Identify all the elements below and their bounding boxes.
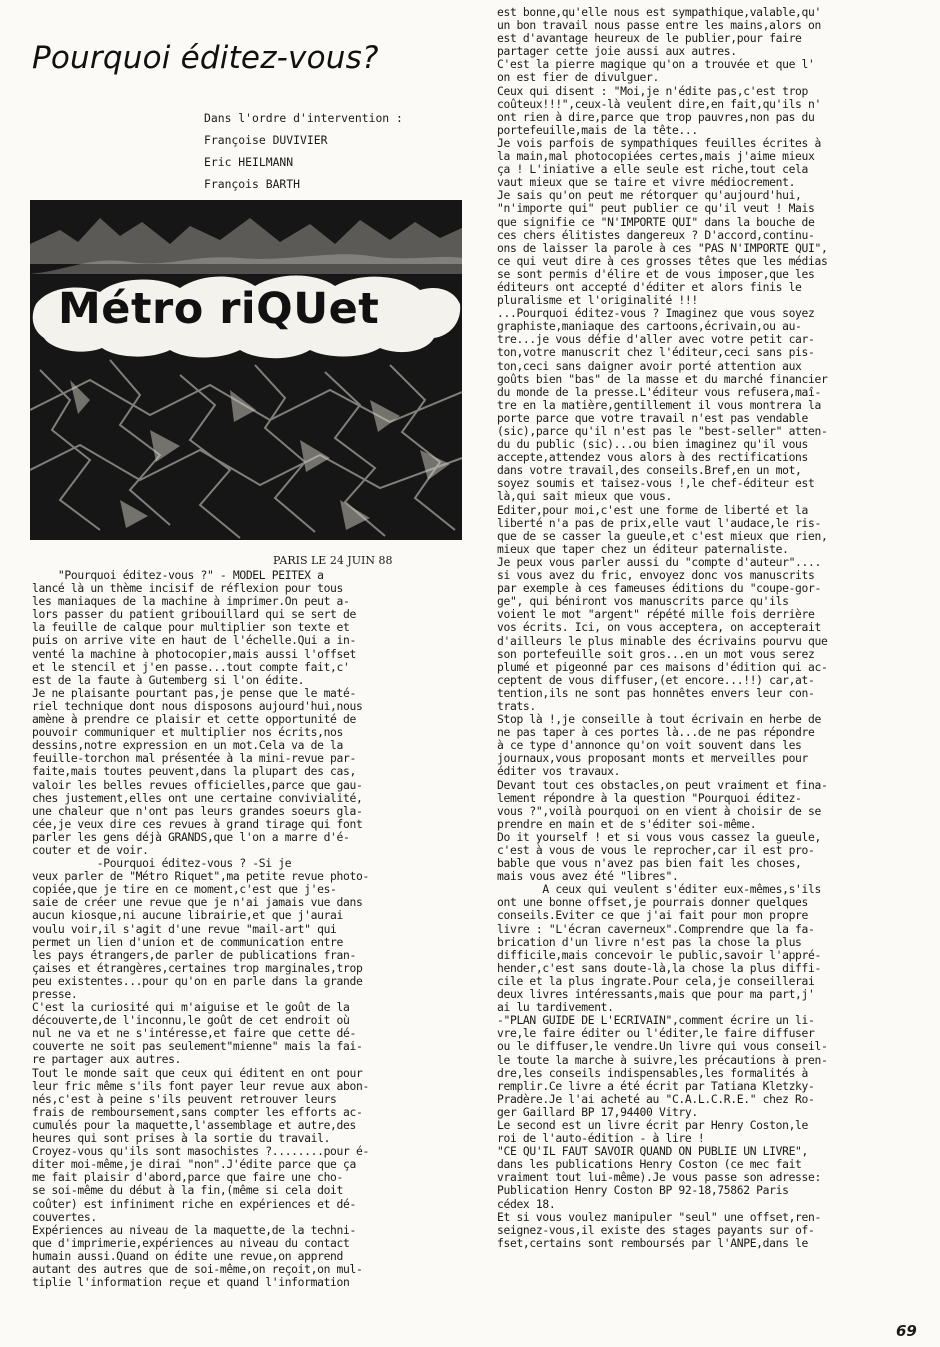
text-line: d'ailleurs le plus minable des écrivains pourvu que xyxy=(497,633,828,648)
text-line: ton,ceci sans daigner avoir porté attention aux xyxy=(497,358,802,373)
text-line: peu existentes...pour qu'on en parle dans la grande xyxy=(32,973,363,988)
text-line: ceptent de vous diffuser,(et encore...!!) car,at- xyxy=(497,672,815,687)
text-line: ches justement,elles ont une certaine convivialité, xyxy=(32,790,363,805)
text-line: hender,c'est sans doute-là,la chose la plus diffi- xyxy=(497,960,821,975)
text-line: dre,les conseils indispensables,les formalités à xyxy=(497,1065,809,1080)
text-line: ons de laisser la parole à ces "PAS N'IMPORTE QUI", xyxy=(497,240,828,255)
text-line: ont rien à dire,parce que trop pauvres,non pas du xyxy=(497,109,815,124)
text-line: prendre en main et de s'éditer soi-même. xyxy=(497,816,757,831)
text-line: conseils.Eviter ce que j'ai fait pour mon propre xyxy=(497,908,809,923)
text-line: -"PLAN GUIDE DE L'ECRIVAIN",comment écrire un li- xyxy=(497,1013,815,1028)
text-line: ge", qui béniront vos manuscrits parce qu'ils xyxy=(497,594,789,609)
text-line: que signifie ce "N'IMPORTE QUI" dans la bouche de xyxy=(497,214,815,229)
text-line: ai lu tardivement. xyxy=(497,1000,614,1015)
text-line: C'est la curiosité qui m'aiguise et le goût de la xyxy=(32,1000,350,1015)
text-line: portefeuille,mais de la tête... xyxy=(497,122,698,137)
text-line: on est fier de divulguer. xyxy=(497,70,659,85)
text-line: à ce type d'annonce qu'on voit souvent dans les xyxy=(497,738,802,753)
text-line: seignez-vous,il existe des stages payants sur of- xyxy=(497,1222,815,1237)
text-line: Je peux vous parler aussi du "compte d'auteur".... xyxy=(497,554,821,569)
text-line: tre en la matière,gentillement il vous montrera la xyxy=(497,397,821,412)
text-line: Je vois parfois de sympathiques feuilles écrites à xyxy=(497,135,821,150)
text-line: éditer vos travaux. xyxy=(497,764,621,779)
text-line: se sont permis d'élire et de vous imposer,que les xyxy=(497,266,815,281)
contributors-intro: Dans l'ordre d'intervention : xyxy=(204,111,403,125)
text-line: tiplie l'information reçue et quand l'information xyxy=(32,1275,350,1290)
text-line: "Pourquoi éditez-vous ?" - MODEL PEITEX a xyxy=(32,568,324,582)
text-line: ce qui veut dire à ces grosses têtes que les médias xyxy=(497,253,828,268)
text-line: le toute la marche à suivre,les précautions à pren- xyxy=(497,1052,828,1067)
text-line: veux parler de "Métro Riquet",ma petite revue photo- xyxy=(32,869,369,884)
text-line: (sic),parce qu'il n'est pas le "best-seller" atten- xyxy=(497,424,828,438)
text-line: partager cette joie aussi aux autres. xyxy=(497,44,737,59)
text-line: vraiment tout lui-même).Je vous passe son adresse: xyxy=(497,1170,821,1185)
text-line: presse. xyxy=(32,987,78,1001)
text-line: la feuille de calque pour multiplier son texte et xyxy=(32,620,350,635)
text-line: çaises et étrangères,certaines trop marginales,trop xyxy=(32,960,363,975)
text-line: vaut mieux que se taire et vivre médiocrement. xyxy=(497,175,796,190)
text-line: soyez soumis et taisez-vous !,le chef-éditeur est xyxy=(497,476,815,491)
text-line: ont une bonne offset,je pourrais donner quelques xyxy=(497,895,809,910)
text-line: accepte,attendez vous alors à des rectifications xyxy=(497,450,809,465)
text-line: "CE QU'IL FAUT SAVOIR QUAND ON PUBLIE UN LIVRE", xyxy=(497,1144,809,1159)
text-line: la main,mal photocopiées certes,mais j'aime mieux xyxy=(497,149,815,164)
text-line: si vous avez du fric, envoyez donc vos manuscrits xyxy=(497,568,815,583)
text-line: ne pas taper à ces portes là...de ne pas répondre xyxy=(497,725,815,740)
text-line: permet un lien d'union et de communication entre xyxy=(32,934,344,949)
text-line: voulu voir,il s'agit d'une revue "mail-art" qui xyxy=(32,921,337,936)
text-line: Le second est un livre écrit par Henry Coston,le xyxy=(497,1117,809,1132)
text-line: bable que vous n'avez pas bien fait les choses, xyxy=(497,856,802,871)
text-line: du du public (sic)...ou bien imaginez qu'il vous xyxy=(497,437,809,452)
text-line: copiée,que je tire en ce moment,c'est que j'es- xyxy=(32,882,337,897)
contributor-name: Françoise DUVIVIER xyxy=(204,133,328,147)
text-line: me fait plaisir d'abord,parce que faire une cho- xyxy=(32,1170,344,1185)
text-line: découverte,de l'inconnu,le goût de cet endroit où xyxy=(32,1013,350,1028)
text-line: du monde de la presse.L'éditeur vous refusera,maî- xyxy=(497,384,821,399)
text-line: Expériences au niveau de la maquette,de la techni- xyxy=(32,1222,356,1237)
text-line: les maniaques de la machine à imprimer.On peut a- xyxy=(32,594,350,609)
cover-logo: Métro riQUet xyxy=(58,284,380,334)
page-number: 69 xyxy=(896,1322,917,1340)
text-line: liberté n'a pas de prix,elle vaut l'audace,le ris- xyxy=(497,515,821,530)
text-line: les pays étrangers,de parler de publications fran- xyxy=(32,947,356,962)
text-line: tention,ils ne sont pas honnêtes envers leur con- xyxy=(497,685,815,700)
text-line: cée,je veux dire ces revues à grand tirage qui font xyxy=(32,816,363,831)
contributor-name: Eric HEILMANN xyxy=(204,155,294,169)
text-line: vre,le faire éditer ou l'éditer,le faire diffuser xyxy=(497,1026,815,1041)
text-line: diter moi-même,je dirai "non".J'édite parce que ça xyxy=(32,1157,356,1172)
cover-illustration xyxy=(30,200,462,540)
text-line: amène à prendre ce plaisir et cette opportunité de xyxy=(32,712,356,727)
text-line: fset,certains sont remboursés par l'ANPE,dans le xyxy=(497,1235,809,1250)
text-line: faite,mais toutes peuvent,dans la plupart des cas, xyxy=(32,764,356,779)
text-line: valoir les belles revues officielles,parce que gau- xyxy=(32,777,363,792)
text-line: A ceux qui veulent s'éditer eux-mêmes,s'ils xyxy=(497,882,821,897)
text-line: parler les gens déjà GRANDS,que l'on a marre d'é- xyxy=(32,829,350,844)
text-line: par exemple à ces fameuses éditions du "coupe-gor- xyxy=(497,581,821,596)
text-line: dans votre travail,des conseils.Bref,en un mot, xyxy=(497,463,802,478)
text-line: et le stencil et j'en passe...tout compte fait,c' xyxy=(32,659,350,674)
left-column xyxy=(32,569,472,1289)
text-line: Je ne plaisante pourtant pas,je pense que le maté- xyxy=(32,685,356,700)
text-line: est de la faute à Gutemberg si l'on édite. xyxy=(32,672,305,687)
text-line: humain aussi.Quand on édite une revue,on apprend xyxy=(32,1248,344,1263)
text-line: aucun kiosque,ni aucune librairie,et que j'aurai xyxy=(32,908,344,923)
text-line: riel technique dont nous disposons aujourd'hui,nous xyxy=(32,698,363,713)
text-line: Publication Henry Coston BP 92-18,75862 Paris xyxy=(497,1183,789,1198)
text-line: pouvoir communiquer et multiplier nos écrits,nos xyxy=(32,725,344,740)
text-line: couverte ne soit pas seulement"mienne" mais la fai- xyxy=(32,1039,363,1054)
text-line: couter et de voir. xyxy=(32,842,149,857)
text-line: nul ne va et ne s'intéresse,et faire que cette dé- xyxy=(32,1026,356,1041)
text-line: Editer,pour moi,c'est une forme de liberté et la xyxy=(497,502,809,517)
text-line: Stop là !,je conseille à tout écrivain en herbe de xyxy=(497,712,821,727)
text-line: plumé et pigeonné par ces maisons d'édition qui ac- xyxy=(497,659,828,674)
text-line: trats. xyxy=(497,698,536,713)
text-line: Je sais qu'on peut me rétorquer qu'aujourd'hui, xyxy=(497,188,802,203)
text-line: dessins,notre expression en un mot.Cela va de la xyxy=(32,738,344,753)
text-line: -Pourquoi éditez-vous ? -Si je xyxy=(32,856,292,871)
text-line: "n'importe qui" peut publier ce qu'il veut ! Mais xyxy=(497,201,815,216)
page-title: Pourquoi éditez-vous? xyxy=(32,40,379,76)
text-line: Et si vous voulez manipuler "seul" une offset,ren- xyxy=(497,1209,821,1224)
text-line: frais de remboursement,sans compter les efforts ac- xyxy=(32,1104,363,1119)
text-line: que d'imprimerie,expériences au niveau du contact xyxy=(32,1235,350,1250)
text-line: porte parce que votre travail n'est pas vendable xyxy=(497,410,809,425)
text-line: difficile,mais concevoir le public,savoir l'appré- xyxy=(497,947,821,962)
text-line: cédex 18. xyxy=(497,1196,556,1211)
text-line: feuille-torchon mal présentée à la mini-revue par- xyxy=(32,751,356,766)
text-line: ...Pourquoi éditez-vous ? Imaginez que vous soyez xyxy=(497,306,815,321)
dateline: PARIS LE 24 JUIN 88 xyxy=(273,554,393,567)
text-line: graphiste,maniaque des cartoons,écrivain,ou au- xyxy=(497,319,802,334)
text-line: ger Gaillard BP 17,94400 Vitry. xyxy=(497,1104,698,1119)
text-line: re partager aux autres. xyxy=(32,1052,182,1067)
cover-image xyxy=(30,200,462,540)
text-line: vos écrits. Ici, on vous acceptera, on accepterait xyxy=(497,620,821,635)
text-line: Pradère.Je l'ai acheté au "C.A.L.C.R.E." chez Ro- xyxy=(497,1091,815,1106)
text-line: saie de créer une revue que je n'ai jamais vue dans xyxy=(32,895,363,910)
text-line: roi de l'auto-édition - à lire ! xyxy=(497,1131,705,1146)
text-line: est bonne,qu'elle nous est sympathique,valable,qu' xyxy=(497,5,821,19)
text-line: une chaleur que n'ont pas leurs grandes soeurs gla- xyxy=(32,803,363,818)
text-line: ces chers élitistes dangereux ? D'accord,continu- xyxy=(497,227,815,242)
text-line: vous ?",voilà pourquoi on en vient à choisir de se xyxy=(497,803,821,818)
text-line: deux livres intéressants,mais que pour ma part,j' xyxy=(497,987,815,1002)
text-line: là,qui sait mieux que vous. xyxy=(497,489,672,504)
text-line: C'est la pierre magique qu'on a trouvée et que l' xyxy=(497,57,815,72)
text-line: pluralisme et l'originalité !!! xyxy=(497,293,698,308)
text-line: cumulés pour la maquette,l'assemblage et autre,des xyxy=(32,1117,356,1132)
text-line: leur fric même s'ils font payer leur revue aux abon- xyxy=(32,1078,369,1093)
text-line: remplir.Ce livre a été écrit par Tatiana Kletzky- xyxy=(497,1078,815,1093)
text-line: ça ! L'iniative a elle seule est riche,tout cela xyxy=(497,162,809,177)
text-line: dans les publications Henry Coston (ce mec fait xyxy=(497,1157,802,1172)
text-line: que de se casser la gueule,et c'est mieux que rien, xyxy=(497,528,828,543)
text-line: mais vous avez été "libres". xyxy=(497,869,679,884)
text-line: est d'avantage heureux de le publier,pour faire xyxy=(497,31,802,46)
text-line: heures qui sont prises à la sortie du travail. xyxy=(32,1131,331,1146)
text-line: puis on arrive vite en haut de l'échelle.Qui a in- xyxy=(32,633,356,648)
text-line: lancé là un thème incisif de réflexion pour tous xyxy=(32,581,344,596)
text-line: brication d'un livre n'est pas la chose la plus xyxy=(497,934,802,949)
text-line: journaux,vous proposant monts et merveilles pour xyxy=(497,751,809,766)
text-line: Devant tout ces obstacles,on peut vraiment et fina- xyxy=(497,777,828,792)
text-line: se soi-même du début à la fin,(même si cela doit xyxy=(32,1183,344,1198)
text-line: ou le diffuser,le vendre.Un livre qui vous conseil- xyxy=(497,1039,828,1054)
text-line: son portefeuille soit gros...en un mot vous serez xyxy=(497,646,815,661)
text-line: éditeurs ont accepté d'éditer et alors finis le xyxy=(497,279,802,294)
text-line: c'est à vous de vous le reprocher,car il est pro- xyxy=(497,843,815,857)
text-line: voient le mot "argent" répété mille fois derrière xyxy=(497,607,815,622)
text-line: venté la machine à photocopier,mais aussi l'offset xyxy=(32,646,356,661)
right-column xyxy=(497,6,927,1250)
text-line: lement répondre à la question "Pourquoi éditez- xyxy=(497,790,802,805)
contributors-block xyxy=(204,107,474,195)
text-line: un bon travail nous passe entre les mains,alors on xyxy=(497,18,821,33)
text-line: coûter) est infiniment riche en expériences et dé- xyxy=(32,1196,356,1211)
text-line: Ceux qui disent : "Moi,je n'édite pas,c'est trop xyxy=(497,83,809,98)
contributor-name: François BARTH xyxy=(204,177,301,191)
text-line: goûts bien "bas" de la masse et du marché financier xyxy=(497,371,828,386)
text-line: couvertes. xyxy=(32,1209,97,1224)
text-line: autant des autres que de soi-même,on reçoit,on mul- xyxy=(32,1261,363,1276)
text-line: Croyez-vous qu'ils sont masochistes ?........pour é- xyxy=(32,1144,369,1159)
text-line: Tout le monde sait que ceux qui éditent en ont pour xyxy=(32,1065,363,1080)
text-line: livre : "L'écran caverneux".Comprendre que la fa- xyxy=(497,921,815,936)
text-line: Do it yourself ! et si vous vous cassez la gueule, xyxy=(497,829,821,844)
text-line: coûteux!!!",ceux-là veulent dire,en fait,qu'ils n' xyxy=(497,96,821,111)
text-line: ton,votre manuscrit chez l'éditeur,ceci sans pis- xyxy=(497,345,815,360)
text-line: cile et la plus ingrate.Pour cela,je conseillerai xyxy=(497,973,815,988)
text-line: nés,c'est à peine s'ils peuvent retrouver leurs xyxy=(32,1091,337,1106)
text-line: lors passer du patient gribouillard qui se sert de xyxy=(32,607,356,622)
text-line: mieux que taper chez un éditeur paternaliste. xyxy=(497,541,789,556)
text-line: tre...je vous défie d'aller avec votre petit car- xyxy=(497,332,815,347)
